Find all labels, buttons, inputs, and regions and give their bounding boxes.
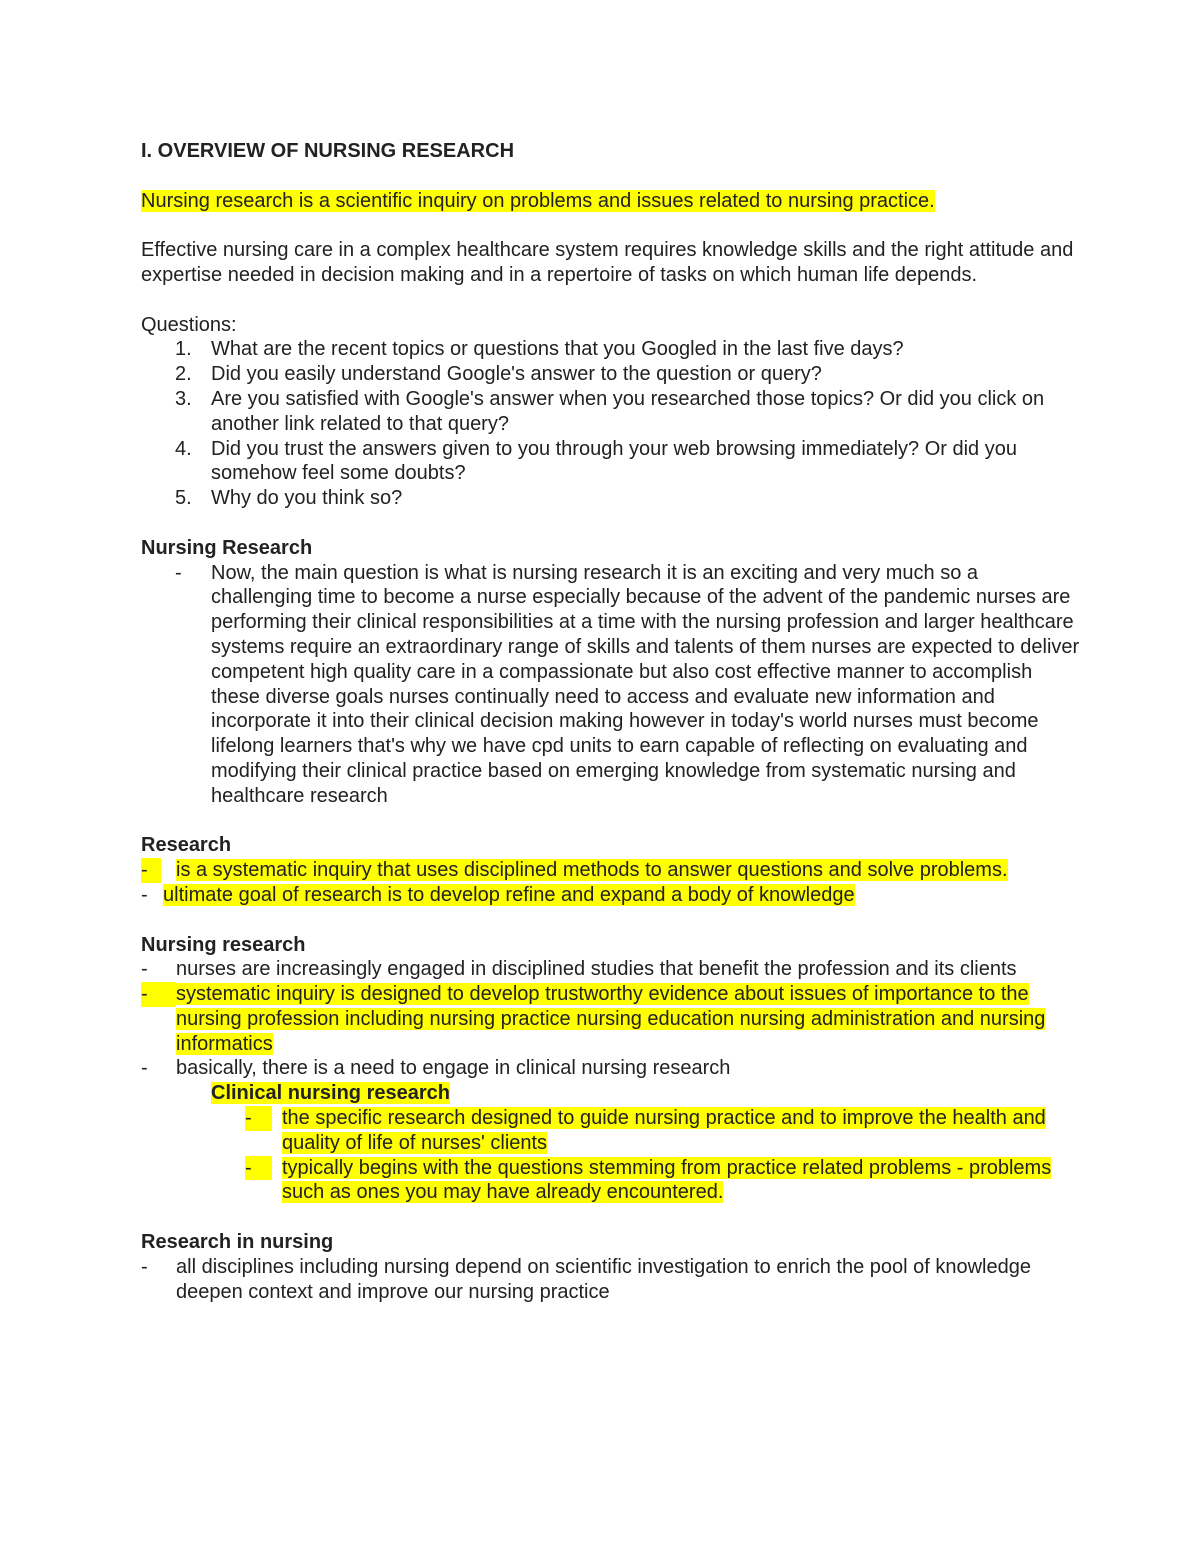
questions-list xyxy=(141,337,1081,511)
list-item: - all disciplines including nursing depend on scientific investigation to enrich the pool of knowledge deepen context and improve our nursing practice xyxy=(141,1255,1031,1303)
list-item: - typically begins with the questions stemming from practice related problems - problems such as ones you may have already encountered. xyxy=(245,1156,1052,1204)
list-item: - Now, the main question is what is nursing research it is an exciting and very much so a challenging time to become a nurse especially because of the advent of the pandemic nurses are performing their clinical responsibilities at a time with the nursing profession and larger healthcare systems require an extraordinary range of skills and talents of them nurses are expected to deliver competent high quality care in a compassionate but also cost effective manner to accomplish these diverse goals nurses continually need to access and evaluate new information and incorporate it into their clinical decision making however in today's world nurses must become lifelong learners that's why we have cpd units to earn capable of reflecting on evaluating and modifying their clinical practice based on emerging knowledge from systematic nursing and healthcare research xyxy=(175,561,1080,807)
questions-label: Questions: xyxy=(141,313,237,336)
section-heading-nursing-research: Nursing Research xyxy=(141,536,313,559)
list-item: - the specific research designed to guide nursing practice and to improve the health and quality of life of nurses' clients xyxy=(245,1107,1046,1154)
list-item: - basically, there is a need to engage in clinical nursing research xyxy=(141,1057,731,1080)
list-item: - systematic inquiry is designed to develop trustworthy evidence about issues of importance to the nursing profession including nursing practice nursing education nursing administration and nursing informatics xyxy=(141,983,1046,1055)
list-item: - nurses are increasingly engaged in disciplined studies that benefit the profession and its clients xyxy=(141,958,1017,981)
document-title: I. OVERVIEW OF NURSING RESEARCH xyxy=(141,140,515,162)
definition-paragraph xyxy=(141,189,1081,214)
section-heading-research: Research xyxy=(141,834,232,857)
question-item: 2. Did you easily understand Google's answer to the question or query? xyxy=(175,363,822,386)
section-heading-nursing-research-2: Nursing research xyxy=(141,933,306,956)
definition-text: Nursing research is a scientific inquiry on problems and issues related to nursing practice. xyxy=(141,189,935,212)
question-item: 1. What are the recent topics or questions that you Googled in the last five days? xyxy=(175,338,904,361)
question-item: 5. Why do you think so? xyxy=(175,487,403,510)
subsection-heading-clinical-nursing-research: Clinical nursing research xyxy=(211,1082,450,1105)
section-heading-research-in-nursing: Research in nursing xyxy=(141,1231,334,1254)
effective-care-paragraph: Effective nursing care in a complex healthcare system requires knowledge skills and the right attitude and expertise needed in decision making and in a repertoire of tasks on which human life depends. xyxy=(141,239,1074,286)
list-item: - ultimate goal of research is to develop refine and expand a body of knowledge xyxy=(141,883,855,906)
document-page xyxy=(141,139,1081,1304)
list-item: - is a systematic inquiry that uses disciplined methods to answer questions and solve problems. xyxy=(141,859,1008,882)
question-item: 4. Did you trust the answers given to you through your web browsing immediately? Or did you somehow feel some doubts? xyxy=(175,437,1017,485)
question-item: 3. Are you satisfied with Google's answer when you researched those topics? Or did you click on another link related to that query? xyxy=(175,387,1045,435)
